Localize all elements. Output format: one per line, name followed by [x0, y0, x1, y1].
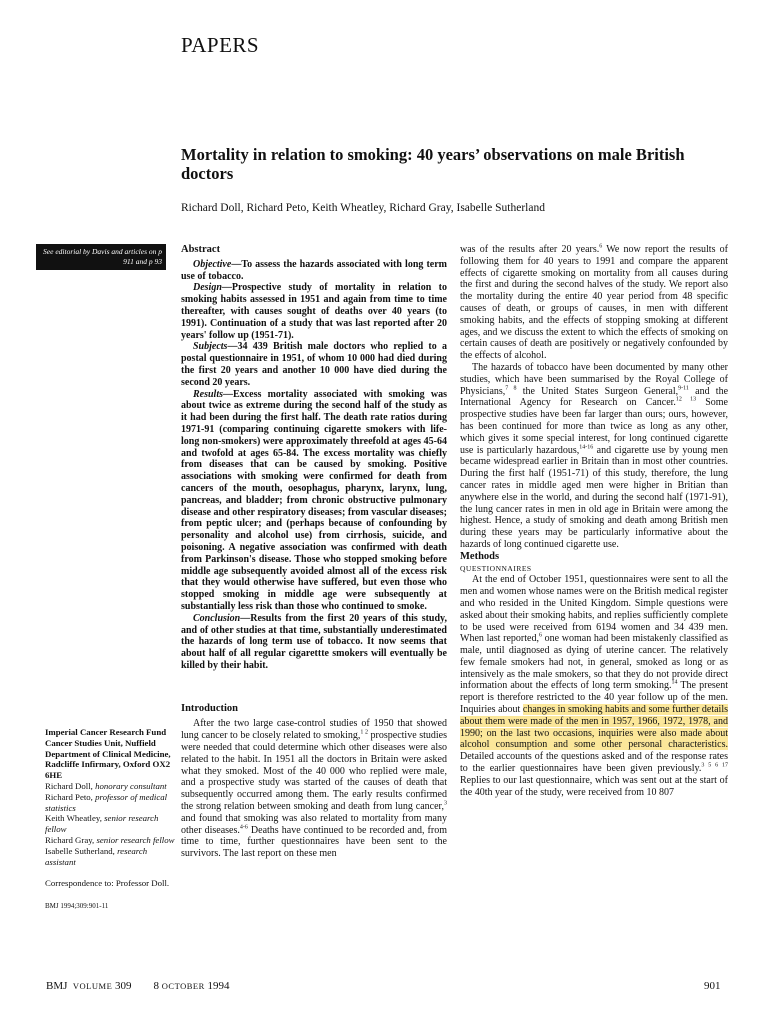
- introduction-heading: Introduction: [181, 702, 238, 714]
- institution: Imperial Cancer Research Fund Cancer Studies Unit, Nuffield Department of Clinical Medicine, Radcliffe Infirmary, Oxford OX2 6HE: [45, 727, 171, 781]
- affiliation-entry: Richard Doll, honorary consultant: [45, 780, 167, 791]
- abstract-subjects: Subjects—34 439 British male doctors who replied to a postal questionnaire in 1951, of whom 10 000 had died during the first 20 years and another 10 000 have died during the second 20 years.: [181, 341, 447, 388]
- left-text-column: [181, 244, 447, 860]
- affiliation-entry: Isabelle Sutherland, research assistant: [45, 845, 148, 867]
- editorial-note-box: See editorial by Davis and articles on p 911 and p 93: [36, 244, 166, 270]
- affiliation-entry: Richard Gray, senior research fellow: [45, 834, 175, 845]
- section-heading: PAPERS: [181, 33, 260, 57]
- introduction-paragraph: After the two large case-control studies of 1950 that showed lung cancer to be closely related to smoking,$^{1 2}$ prospective studies were needed that could determine which other diseases were also related to the habit. In 1951 all the doctors in Britain were asked what they smoked. Most of the 40 000 who replied were male, and a prospective study was started of the causes of death that subsequently occurred among them. The early results confirmed the strong relation between smoking and death from lung cancer,$^3$ and found that smoking was also related to mortality from many other diseases.$^{4-6}$ Deaths have continued to be recorded and, from time to time, further questionnaires have been sent to the survivors. The last report on these men: [181, 718, 447, 860]
- citation: BMJ 1994;309:901-11: [45, 902, 109, 911]
- highlighted-text: changes in smoking habits and some further details about them were made of the men in 1957, 1966, 1972, 1978, and 1990; on the last two occasions, inquiries were also made about alcohol consumption and some other personal characteristics.: [460, 704, 728, 751]
- footer-journal-info: BMJ VOLUME 309 8 OCTOBER 1994: [46, 980, 230, 992]
- questionnaires-subheading: QUESTIONNAIRES: [460, 563, 532, 573]
- article-title: Mortality in relation to smoking: 40 years’ observations on male British doctors: [181, 145, 685, 183]
- author-affiliations: [45, 727, 175, 912]
- body-paragraph: At the end of October 1951, questionnaires were sent to all the men and women whose names were on the British medical register and who resided in the United Kingdom. Simple questions were asked about their smoking habits, and replies sufficiently complete to be used were received from 6194 women and 34 439 men. When last reported,$^6$ one woman had been mistakenly classified as male, until diagnosed as dying of uterine cancer. The relatively few female smokers had not, in general, smoked as long or as intensively as the male smokers, so that they do not provide direct information about the effects of long term smoking.$^{14}$ The present report is therefore restricted to the 40 year follow up of the men. Inquiries about changes in smoking habits and some further details about them were made of the men in 1957, 1966, 1972, 1978, and 1990; on the last two occasions, inquiries were also made about alcohol consumption and some other personal characteristics. Detailed accounts of the questions asked and of the response rates to the earlier questionnaires have been given previously.$^{3 5 6 17}$ Replies to our last questionnaire, which was sent out at the start of the 40th year of the study, were received from 10 807: [460, 574, 728, 798]
- methods-heading: Methods: [460, 550, 500, 562]
- abstract: [181, 244, 447, 672]
- abstract-results: Results—Excess mortality associated with smoking was about twice as extreme during the second half of the study as it had been during the first half. The death rate ratios during 1971-91 (comparing continuing cigarette smokers with life-long non-smokers) were approximately threefold at ages 45-64 and twofold at ages 65-84. The excess mortality was chiefly from diseases that can be caused by smoking. Positive associations with smoking were confirmed for death from cancers of the mouth, oesophagus, pharynx, larynx, lung, pancreas, and bladder; from chronic obstructive pulmonary disease and other respiratory diseases; from vascular diseases; from peptic ulcer; and (perhaps because of confounding by personality and alcohol use) from cirrhosis, suicide, and poisoning. A negative association was confirmed with death from Parkinson's disease. Those who stopped smoking before middle age subsequently avoided almost all of the excess risk that they would otherwise have suffered, but even those who stopped smoking in middle age were subsequently at substantially less risk than those who continued to smoke.: [181, 388, 447, 612]
- abstract-conclusion: Conclusion—Results from the first 20 years of this study, and of other studies at that time, substantially underestimated the hazards of long term use of tobacco. It now seems that about half of all regular cigarettte smokers will eventually be killed by their habit.: [181, 612, 447, 671]
- body-paragraph: The hazards of tobacco have been documented by many other studies, which have been summarised by the Royal College of Physicians,$^{7 8}$ the United States Surgeon General,$^{9-11}$ and the International Agency for Research on Cancer.$^{12 13}$ Some prospective studies have been far larger than ours; ours, however, has been continued for more than twice as long as any other, which gives it some special interest, for long continued cigarette use is particularly hazardous,$^{14-16}$ and cigarette use by young men became widespread earlier in Britain than in most other countries. During the first half (1951-71) of this study, therefore, the lung cancer rates in middle aged men were higher in Britian than anywhere else in the world, and during the second half (1971-91), the lung cancer rates in men in old age in Britain were among the highest. Hence, a study of smoking and death among British men during these years may be particularly informative about the hazards of long continued cigarette use.: [460, 361, 729, 550]
- abstract-heading: Abstract: [181, 244, 221, 255]
- abstract-objective: Objective—To assess the hazards associated with long term use of tobacco.: [181, 258, 447, 282]
- page-number: 901: [704, 980, 721, 992]
- right-text-column: [460, 244, 728, 798]
- correspondence: Correspondence to: Professor Doll.: [45, 878, 170, 889]
- body-paragraph: was of the results after 20 years.$^6$ We now report the results of following them for 40 years to 1991 and compare the apparent effects of cigarette smoking on mortality from all causes during the first and during the second halves of the study. We report also the mortality during the entire 40 year period from 48 specific causes of death, or groups of causes, in men with different smoking habits, and the effects of stopping smoking at different ages, and we discuss the extent to which the effects of smoking on certain causes of death are positively or negatively confounded by the effects of alcohol.: [460, 243, 728, 362]
- abstract-design: Design—Prospective study of mortality in relation to smoking habits assessed in 1951 and again from time to time thereafter, with causes sought of deaths over 40 years (to 1991). Continuation of a study that was last reported after 20 years' follow up (1951-71).: [181, 282, 447, 341]
- affiliation-entry: Keith Wheatley, senior research fellow: [45, 813, 159, 835]
- affiliation-entry: Richard Peto, professor of medical statistics: [45, 791, 168, 813]
- author-list: Richard Doll, Richard Peto, Keith Wheatley, Richard Gray, Isabelle Sutherland: [181, 202, 545, 214]
